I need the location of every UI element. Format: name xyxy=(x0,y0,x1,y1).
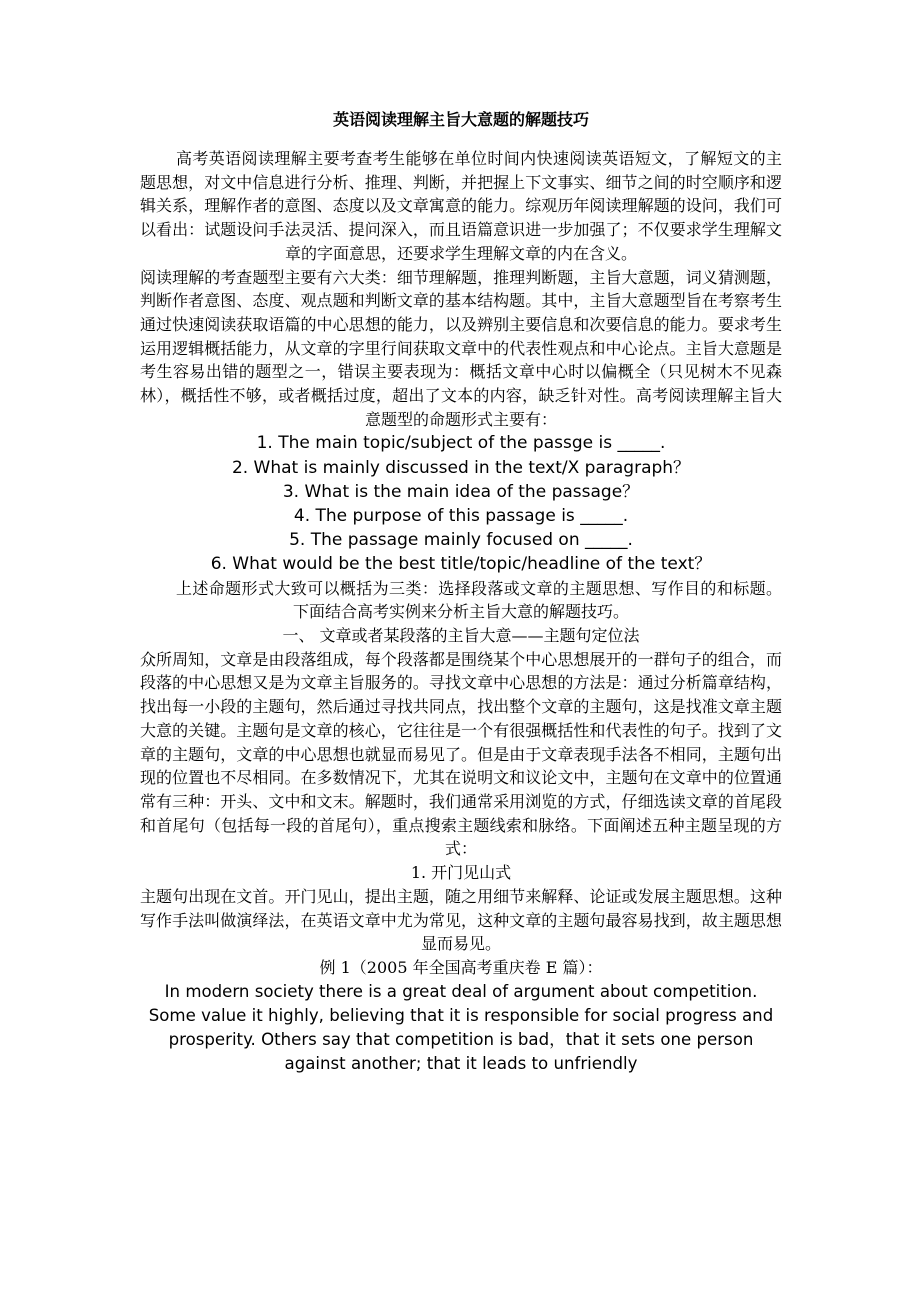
intro-paragraph: 高考英语阅读理解主要考查考生能够在单位时间内快速阅读英语短文，了解短文的主题思想，对文中信息进行分析、推理、判断，并把握上下文事实、细节之间的时空顺序和逻辑关系，理解作者的意图、态度以及文章寓意的能力。综观历年阅读理解题的设问，我们可以看出：试题设问手法灵活、提问深入，而且语篇意识进一步加强了；不仅要求学生理解文章的字面意思，还要求学生理解文章的内在含义。 xyxy=(140,149,782,263)
question-form-item: 1. The main topic/subject of the passge is _____. xyxy=(256,433,666,454)
summary-paragraph: 上述命题形式大致可以概括为三类：选择段落或文章的主题思想、写作目的和标题。下面结合高考实例来分析主旨大意的解题技巧。 xyxy=(176,578,782,622)
question-form-item: 5. The passage mainly focused on _____. xyxy=(289,530,633,551)
subsection-body-paragraph: 主题句出现在文首。开门见山，提出主题，随之用细节来解释、论证或发展主题思想。这种写作手法叫做演绎法，在英语文章中尤为常见，这种文章的主题句最容易找到，故主题思想显而易见。 xyxy=(140,886,782,954)
question-types-paragraph: 阅读理解的考查题型主要有六大类：细节理解题，推理判断题，主旨大意题，词义猜测题，判断作者意图、态度、观点题和判断文章的基本结构题。其中，主旨大意题型旨在考察考生通过快速阅读获取语篇的中心思想的能力，以及辨别主要信息和次要信息的能力。要求考生运用逻辑概括能力，从文章的字里行间获取文章中的代表性观点和中心论点。主旨大意题是考生容易出错的题型之一，错误主要表现为：概括文章中心时以偏概全（只见树木不见森林），概括性不够，或者概括过度，超出了文本的内容，缺乏针对性。高考阅读理解主旨大意题型的命题形式主要有： xyxy=(140,267,782,429)
question-form-item: 6. What would be the best title/topic/headline of the text？ xyxy=(210,554,712,575)
document-body xyxy=(140,108,782,1076)
subsection-heading: 1. 开门见山式 xyxy=(410,863,512,883)
question-forms-list xyxy=(140,431,782,576)
question-form-item: 4. The purpose of this passage is _____. xyxy=(293,506,629,527)
question-form-item: 3. What is the main idea of the passage？ xyxy=(282,481,640,502)
question-form-item: 2. What is mainly discussed in the text/X paragraph？ xyxy=(231,457,691,478)
section-heading: 一、 文章或者某段落的主旨大意——主题句定位法 xyxy=(282,626,640,646)
example-label: 例 1（2005 年全国高考重庆卷 E 篇）： xyxy=(319,957,603,977)
section-body-paragraph: 众所周知，文章是由段落组成，每个段落都是围绕某个中心思想展开的一群句子的组合，而段落的中心思想又是为文章主旨服务的。寻找文章中心思想的方法是：通过分析篇章结构，找出每一小段的主题句，然后通过寻找共同点，找出整个文章的主题句，这是找准文章主题大意的关键。主题句是文章的核心，它往往是一个有很强概括性和代表性的句子。找到了文章的主题句，文章的中心思想也就显而易见了。但是由于文章表现手法各不相同，主题句出现的位置也不尽相同。在多数情况下，尤其在说明文和议论文中，主题句在文章中的位置通常有三种：开头、文中和文末。解题时，我们通常采用浏览的方式，仔细选读文章的首尾段和首尾句（包括每一段的首尾句），重点搜索主题线索和脉络。下面阐述五种主题呈现的方式： xyxy=(140,649,782,859)
example-passage: In modern society there is a great deal of argument about competition. Some value it highly, believing that it is responsible for social progress and prosperity. Others say that competition is bad，that it sets one person against another; that it leads to unfriendly xyxy=(148,981,774,1074)
page-title: 英语阅读理解主旨大意题的解题技巧 xyxy=(332,110,589,129)
